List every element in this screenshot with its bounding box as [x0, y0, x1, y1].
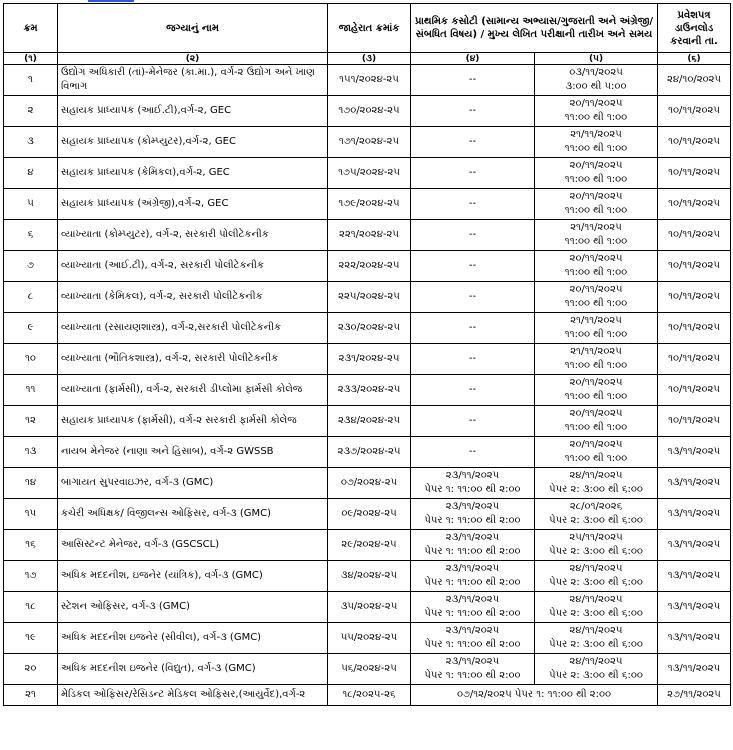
header-row: [4, 4, 731, 53]
advt-no-cell: ૦૯/૨૦૨૪-૨૫: [328, 499, 411, 530]
post-name-cell: સહાયક પ્રાધ્યાપક (અંગ્રેજી),વર્ગ-૨, GEC: [58, 189, 328, 220]
prelim-exam-cell: [411, 127, 535, 158]
post-name-cell: વ્યાખ્યાતા (રસાયણશાસ્ત્ર), વર્ગ-૨,સરકારી પોલીટેકનીક: [58, 313, 328, 344]
exam-schedule-table: [3, 3, 731, 706]
exam-date: ૨૪/૧૧/૨૦૨૫: [569, 625, 623, 636]
serial-cell: ૧૪: [4, 468, 58, 499]
exam-time: પેપર ૧: ૧૧:૦૦ થી ૨:૦૦: [424, 670, 521, 681]
advt-no-cell: ૨૩૭/૨૦૨૪-૨૫: [328, 437, 411, 468]
table-row: [4, 313, 731, 344]
exam-date: ૨૩/૧૧/૨૦૨૫: [445, 470, 500, 481]
serial-cell: ૧૭: [4, 561, 58, 592]
post-name-cell: બાગાયત સુપરવાઇઝર, વર્ગ-૩ (GMC): [58, 468, 328, 499]
download-date-cell: ૧૦/૧૧/૨૦૨૫: [658, 406, 731, 437]
download-date-cell: ૨૭/૧૧/૨૦૨૫: [658, 685, 731, 706]
main-exam-cell: [535, 65, 658, 96]
main-exam-cell: [535, 654, 658, 685]
exam-time: પેપર ૨: ૩:૦૦ થી ૬:૦૦: [549, 577, 643, 588]
download-date-cell: ૧૦/૧૧/૨૦૨૫: [658, 375, 731, 406]
exam-date: ૨૧/૧૧/૨૦૨૫: [570, 129, 622, 140]
advt-no-cell: ૨૨૨/૨૦૨૪-૨૫: [328, 251, 411, 282]
advt-no-cell: ૧૭૯/૨૦૨૪-૨૫: [328, 189, 411, 220]
main-exam-cell: [535, 530, 658, 561]
table-row: [4, 375, 731, 406]
exam-date: ૨૦/૧૧/૨૦૨૫: [569, 439, 623, 450]
main-exam-cell: [535, 468, 658, 499]
download-date-cell: ૧૦/૧૧/૨૦૨૫: [658, 189, 731, 220]
exam-date: ૨૮/૦૧/૨૦૨૬: [569, 501, 623, 512]
table-row: [4, 623, 731, 654]
table-row: [4, 561, 731, 592]
exam-date: ૨૪/૧૧/૨૦૨૫: [569, 656, 623, 667]
table-row: [4, 530, 731, 561]
advt-no-cell: ૧૫૧/૨૦૨૪-૨૫: [328, 65, 411, 96]
serial-cell: ૧૧: [4, 375, 58, 406]
exam-time: પેપર ૧: ૧૧:૦૦ થી ૨:૦૦: [424, 577, 521, 588]
post-name-cell: વ્યાખ્યાતા (કોમ્પ્યુટર), વર્ગ-૨, સરકારી પોલીટેકનીક: [58, 220, 328, 251]
colnum-5: (૫): [535, 53, 658, 65]
table-row: [4, 220, 731, 251]
serial-cell: ૩: [4, 127, 58, 158]
table-row: [4, 499, 731, 530]
post-name-cell: કચેરી અધિક્ષક/ વિજીલન્સ ઓફિસર, વર્ગ-૩ (GMC): [58, 499, 328, 530]
table-row: [4, 437, 731, 468]
serial-cell: ૧૩: [4, 437, 58, 468]
prelim-exam-cell: [411, 158, 535, 189]
advt-no-cell: ૩૫/૨૦૨૪-૨૫: [328, 592, 411, 623]
serial-cell: ૧૬: [4, 530, 58, 561]
prelim-exam-cell: [411, 592, 535, 623]
exam-date: ૨૦/૧૧/૨૦૨૫: [569, 408, 623, 419]
exam-date: --: [468, 384, 477, 395]
exam-date: ૨૩/૧૧/૨૦૨૫: [445, 625, 500, 636]
post-name-cell: વ્યાખ્યાતા (ફાર્મસી), વર્ગ-૨, સરકારી ડીપ્લોમા ફાર્મસી કોલેજ: [58, 375, 328, 406]
serial-cell: ૯: [4, 313, 58, 344]
serial-cell: ૨૧: [4, 685, 58, 706]
post-name-cell: અધિક મદદનીશ ઇજનેર (વિદ્યુત), વર્ગ-૩ (GMC): [58, 654, 328, 685]
table-row: [4, 158, 731, 189]
main-exam-cell: [535, 220, 658, 251]
exam-time: ૧૧:૦૦ થી ૧:૦૦: [564, 236, 628, 247]
exam-date: ૨૦/૧૧/૨૦૨૫: [569, 98, 623, 109]
prelim-exam-cell: [411, 65, 535, 96]
exam-date: --: [468, 322, 477, 333]
download-date-cell: ૧૩/૧૧/૨૦૨૫: [658, 530, 731, 561]
download-date-cell: ૧૦/૧૧/૨૦૨૫: [658, 220, 731, 251]
exam-time: પેપર ૨: ૩:૦૦ થી ૬:૦૦: [549, 639, 643, 650]
exam-time: ૧૧:૦૦ થી ૧:૦૦: [564, 205, 628, 216]
colnum-2: (૨): [58, 53, 328, 65]
header-download-date: પ્રવેશપત્ર ડાઉનલોડ કરવાની તા.: [658, 4, 731, 53]
post-name-cell: નાયબ મેનેજર (નાણા અને હિસાબ), વર્ગ-૨ GWSSB: [58, 437, 328, 468]
download-date-cell: ૨૪/૧૦/૨૦૨૫: [658, 65, 731, 96]
download-date-cell: ૧૩/૧૧/૨૦૨૫: [658, 592, 731, 623]
exam-time: પેપર ૧: ૧૧:૦૦ થી ૨:૦૦: [424, 546, 521, 557]
exam-date: ૨૧/૧૧/૨૦૨૫: [570, 346, 622, 357]
prelim-exam-cell: [411, 313, 535, 344]
exam-date: ૨૩/૧૧/૨૦૨૫: [445, 594, 500, 605]
download-date-cell: ૧૩/૧૧/૨૦૨૫: [658, 468, 731, 499]
post-name-cell: સ્ટેશન ઓફિસર, વર્ગ-૩ (GMC): [58, 592, 328, 623]
table-row: [4, 685, 731, 706]
main-exam-cell: [535, 375, 658, 406]
download-date-cell: ૧૦/૧૧/૨૦૨૫: [658, 96, 731, 127]
exam-time: પેપર ૧: ૧૧:૦૦ થી ૨:૦૦: [424, 639, 521, 650]
table-row: [4, 592, 731, 623]
exam-time: પેપર ૧: ૧૧:૦૦ થી ૨:૦૦: [424, 515, 521, 526]
exam-date: --: [468, 260, 477, 271]
top-link-underline: [88, 0, 134, 2]
table-row: [4, 282, 731, 313]
exam-time: ૧૧:૦૦ થી ૧:૦૦: [564, 453, 628, 464]
table-row: [4, 189, 731, 220]
exam-date: ૨૦/૧૧/૨૦૨૫: [569, 284, 623, 295]
colnum-6: (૬): [658, 53, 731, 65]
main-exam-cell: [535, 96, 658, 127]
exam-date: --: [468, 291, 477, 302]
exam-time: ૧૧:૦૦ થી ૧:૦૦: [564, 298, 628, 309]
main-exam-cell: [535, 499, 658, 530]
advt-no-cell: ૨૩૧/૨૦૨૪-૨૫: [328, 344, 411, 375]
table-row: [4, 65, 731, 96]
prelim-exam-cell: [411, 220, 535, 251]
main-exam-cell: [535, 406, 658, 437]
exam-date: --: [468, 74, 477, 85]
post-name-cell: આસિસ્ટન્ટ મેનેજર, વર્ગ-૩ (GSCSCL): [58, 530, 328, 561]
exam-time: પેપર ૨: ૩:૦૦ થી ૬:૦૦: [549, 515, 643, 526]
exam-date: --: [468, 229, 477, 240]
exam-date: ૨૪/૧૧/૨૦૨૫: [569, 594, 623, 605]
main-exam-cell: [535, 592, 658, 623]
download-date-cell: ૧૦/૧૧/૨૦૨૫: [658, 344, 731, 375]
exam-time: ૧૧:૦૦ થી ૧:૦૦: [564, 112, 628, 123]
advt-no-cell: ૧૭૧/૨૦૨૪-૨૫: [328, 127, 411, 158]
post-name-cell: અધિક મદદનીશ ઇજનેર (સીવીલ), વર્ગ-૩ (GMC): [58, 623, 328, 654]
post-name-cell: વ્યાખ્યાતા (આઈ.ટી), વર્ગ-૨, સરકારી પોલીટેકનીક: [58, 251, 328, 282]
table-row: [4, 96, 731, 127]
download-date-cell: ૧૩/૧૧/૨૦૨૫: [658, 561, 731, 592]
exam-date: ૨૫/૧૧/૨૦૨૫: [569, 532, 623, 543]
advt-no-cell: ૨૩૩/૨૦૨૪-૨૫: [328, 375, 411, 406]
table-row: [4, 127, 731, 158]
prelim-exam-cell: [411, 468, 535, 499]
table-row: [4, 468, 731, 499]
prelim-exam-cell: [411, 623, 535, 654]
post-name-cell: સહાયક પ્રાધ્યાપક (કોમ્પ્યુટર),વર્ગ-૨, GEC: [58, 127, 328, 158]
serial-cell: ૧૨: [4, 406, 58, 437]
serial-cell: ૪: [4, 158, 58, 189]
serial-cell: ૧: [4, 65, 58, 96]
exam-date: --: [468, 415, 477, 426]
advt-no-cell: ૨૩૦/૨૦૨૪-૨૫: [328, 313, 411, 344]
exam-date: ૦૩/૧૧/૨૦૨૫: [569, 67, 623, 78]
prelim-exam-cell: [411, 96, 535, 127]
exam-time: ૧૧:૦૦ થી ૧:૦૦: [564, 422, 628, 433]
advt-no-cell: ૧૭૦/૨૦૨૪-૨૫: [328, 96, 411, 127]
main-exam-cell: [535, 127, 658, 158]
advt-no-cell: ૨૩૪/૨૦૨૪-૨૫: [328, 406, 411, 437]
colnum-3: (૩): [328, 53, 411, 65]
colnum-1: (૧): [4, 53, 58, 65]
column-number-row: [4, 53, 731, 65]
prelim-exam-cell: [411, 189, 535, 220]
exam-date: --: [468, 167, 477, 178]
advt-no-cell: ૨૨૫/૨૦૨૪-૨૫: [328, 282, 411, 313]
post-name-cell: વ્યાખ્યાતા (કેમિકલ), વર્ગ-૨, સરકારી પોલીટેકનીક: [58, 282, 328, 313]
serial-cell: ૧૯: [4, 623, 58, 654]
header-post-name: જગ્યાનું નામ: [58, 4, 328, 53]
table-row: [4, 344, 731, 375]
prelim-exam-cell: [411, 251, 535, 282]
exam-date: --: [468, 446, 477, 457]
exam-time: ૧૧:૦૦ થી ૧:૦૦: [564, 174, 628, 185]
download-date-cell: ૧૩/૧૧/૨૦૨૫: [658, 499, 731, 530]
advt-no-cell: ૨૯/૨૦૨૪-૨૫: [328, 530, 411, 561]
download-date-cell: ૧૩/૧૧/૨૦૨૫: [658, 437, 731, 468]
table-row: [4, 654, 731, 685]
download-date-cell: ૧૦/૧૧/૨૦૨૫: [658, 127, 731, 158]
download-date-cell: ૧૦/૧૧/૨૦૨૫: [658, 251, 731, 282]
exam-date: ૨૩/૧૧/૨૦૨૫: [445, 656, 500, 667]
prelim-exam-cell: [411, 530, 535, 561]
exam-time: પેપર ૨: ૩:૦૦ થી ૬:૦૦: [549, 608, 643, 619]
main-exam-cell: [535, 158, 658, 189]
main-exam-cell: [535, 251, 658, 282]
post-name-cell: સહાયક પ્રાધ્યાપક (આઈ.ટી),વર્ગ-૨, GEC: [58, 96, 328, 127]
download-date-cell: ૧૦/૧૧/૨૦૨૫: [658, 158, 731, 189]
serial-cell: ૧૦: [4, 344, 58, 375]
exam-time: પેપર ૨: ૩:૦૦ થી ૬:૦૦: [549, 484, 643, 495]
serial-cell: ૨: [4, 96, 58, 127]
colnum-4: (૪): [411, 53, 535, 65]
serial-cell: ૭: [4, 251, 58, 282]
exam-date: ૨૩/૧૧/૨૦૨૫: [445, 532, 500, 543]
serial-cell: ૧૮: [4, 592, 58, 623]
exam-datetime-cell: ૦૭/૧૨/૨૦૨૫ પેપર ૧: ૧૧:૦૦ થી ૨:૦૦: [411, 685, 658, 706]
header-advt-no: જાહેરાત ક્રમાંક: [328, 4, 411, 53]
exam-time: ૩:૦૦ થી ૫:૦૦: [565, 81, 627, 92]
exam-date: ૨૧/૧૧/૨૦૨૫: [570, 222, 622, 233]
exam-time: પેપર ૧: ૧૧:૦૦ થી ૨:૦૦: [424, 608, 521, 619]
exam-time: ૧૧:૦૦ થી ૧:૦૦: [564, 360, 628, 371]
prelim-exam-cell: [411, 437, 535, 468]
advt-no-cell: ૩૪/૨૦૨૪-૨૫: [328, 561, 411, 592]
exam-date: --: [468, 105, 477, 116]
prelim-exam-cell: [411, 375, 535, 406]
header-exam-date: પ્રાથમિક કસોટી (સામાન્ય અભ્યાસ/ગુજરાતી અને અંગ્રેજી/ સંબધિત વિષય) / મુખ્ય લેખિત પરીક્ષાની તારીખ અને સમય: [411, 4, 658, 53]
exam-time: પેપર ૧: ૧૧:૦૦ થી ૨:૦૦: [424, 484, 521, 495]
main-exam-cell: [535, 313, 658, 344]
post-name-cell: ઉદ્યોગ અધિકારી (તાં)-મેનેજર (કા.મા.), વર્ગ-૨ ઉદ્યોગ અને ખાણ વિભાગ: [58, 65, 328, 96]
exam-time: પેપર ૨: ૩:૦૦ થી ૬:૦૦: [549, 546, 643, 557]
prelim-exam-cell: [411, 499, 535, 530]
download-date-cell: ૧૩/૧૧/૨૦૨૫: [658, 623, 731, 654]
exam-date: --: [468, 198, 477, 209]
main-exam-cell: [535, 282, 658, 313]
main-exam-cell: [535, 561, 658, 592]
exam-time: ૧૧:૦૦ થી ૧:૦૦: [564, 329, 628, 340]
main-exam-cell: [535, 437, 658, 468]
table-row: [4, 251, 731, 282]
post-name-cell: વ્યાખ્યાતા (ભૌતિકશાસ્ત્ર), વર્ગ-૨, સરકારી પોલીટેકનીક: [58, 344, 328, 375]
exam-date: ૨૩/૧૧/૨૦૨૫: [445, 501, 500, 512]
exam-time: ૧૧:૦૦ થી ૧:૦૦: [564, 391, 628, 402]
prelim-exam-cell: [411, 282, 535, 313]
advt-no-cell: ૧૭૫/૨૦૨૪-૨૫: [328, 158, 411, 189]
prelim-exam-cell: [411, 654, 535, 685]
advt-no-cell: ૦૭/૨૦૨૪-૨૫: [328, 468, 411, 499]
post-name-cell: મેડિકલ ઓફિસર/રેસિડન્ટ મેડિકલ ઓફિસર,(આયુર્વેદ),વર્ગ-૨: [58, 685, 328, 706]
post-name-cell: સહાયક પ્રાધ્યાપક (ફાર્મસી), વર્ગ-૨ સરકારી ફાર્મસી કોલેજ: [58, 406, 328, 437]
exam-date: ૨૪/૧૧/૨૦૨૫: [569, 563, 623, 574]
serial-cell: ૮: [4, 282, 58, 313]
serial-cell: ૧૫: [4, 499, 58, 530]
exam-time: ૧૧:૦૦ થી ૧:૦૦: [564, 143, 628, 154]
advt-no-cell: ૧૮/૨૦૨૫-૨૬: [328, 685, 411, 706]
exam-date: ૨૦/૧૧/૨૦૨૫: [569, 160, 623, 171]
table-body: [4, 65, 731, 706]
main-exam-cell: [535, 344, 658, 375]
main-exam-cell: [535, 189, 658, 220]
serial-cell: ૫: [4, 189, 58, 220]
main-exam-cell: [535, 623, 658, 654]
exam-date: ૨૩/૧૧/૨૦૨૫: [445, 563, 500, 574]
exam-date: ૨૪/૧૧/૨૦૨૫: [569, 470, 623, 481]
advt-no-cell: ૫૬/૨૦૨૪-૨૫: [328, 654, 411, 685]
table-row: [4, 406, 731, 437]
download-date-cell: ૧૦/૧૧/૨૦૨૫: [658, 282, 731, 313]
exam-date: --: [468, 353, 477, 364]
prelim-exam-cell: [411, 344, 535, 375]
serial-cell: ૬: [4, 220, 58, 251]
post-name-cell: અધિક મદદનીશ, ઇજનેર (યાંત્રિક), વર્ગ-૩ (GMC): [58, 561, 328, 592]
prelim-exam-cell: [411, 561, 535, 592]
header-serial: ક્રમ: [4, 4, 58, 53]
exam-date: --: [468, 136, 477, 147]
exam-date: ૨૦/૧૧/૨૦૨૫: [569, 191, 623, 202]
download-date-cell: ૧૦/૧૧/૨૦૨૫: [658, 313, 731, 344]
download-date-cell: ૧૩/૧૧/૨૦૨૫: [658, 654, 731, 685]
advt-no-cell: ૫૫/૨૦૨૪-૨૫: [328, 623, 411, 654]
post-name-cell: સહાયક પ્રાધ્યાપક (કેમિકલ),વર્ગ-૨, GEC: [58, 158, 328, 189]
exam-date: ૨૧/૧૧/૨૦૨૫: [570, 315, 622, 326]
exam-time: પેપર ૨: ૩:૦૦ થી ૬:૦૦: [549, 670, 643, 681]
prelim-exam-cell: [411, 406, 535, 437]
advt-no-cell: ૨૨૧/૨૦૨૪-૨૫: [328, 220, 411, 251]
exam-date: ૨૦/૧૧/૨૦૨૫: [569, 253, 623, 264]
exam-date: ૨૦/૧૧/૨૦૨૫: [569, 377, 623, 388]
serial-cell: ૨૦: [4, 654, 58, 685]
exam-time: ૧૧:૦૦ થી ૧:૦૦: [564, 267, 628, 278]
